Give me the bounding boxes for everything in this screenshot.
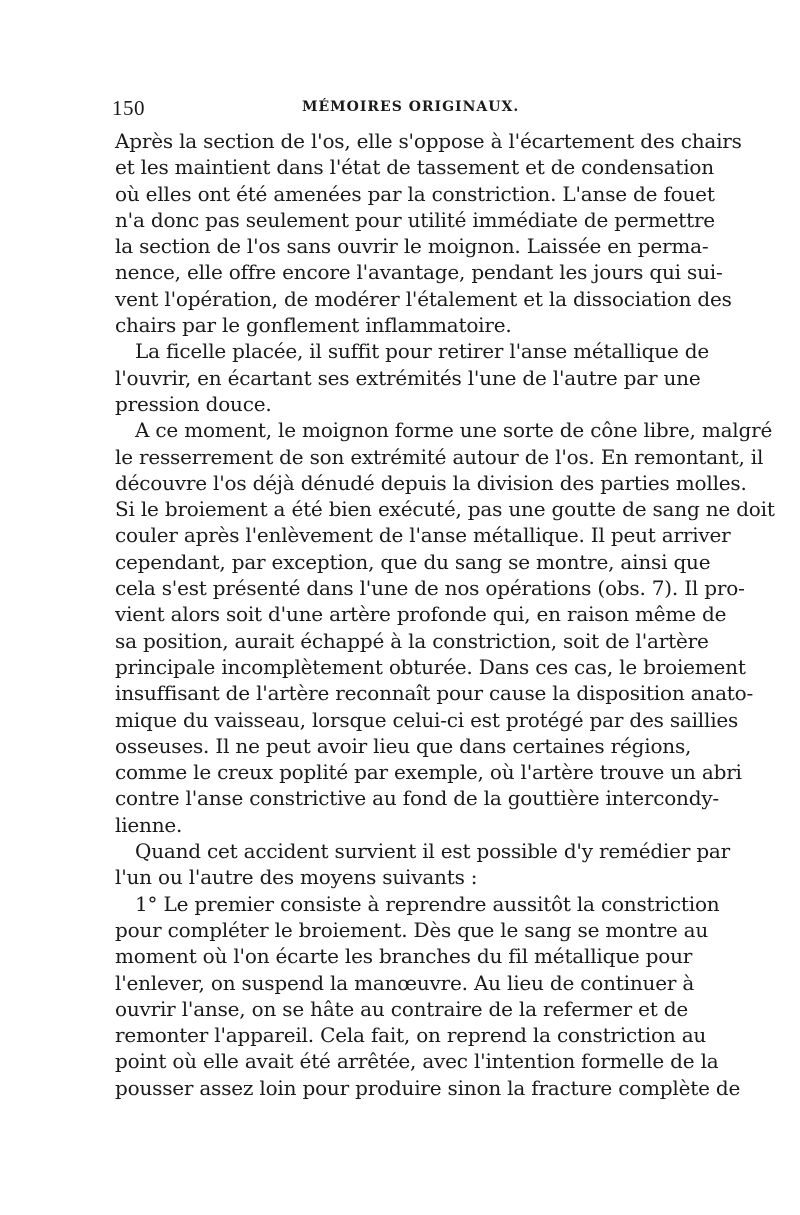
text-line: pression douce. — [115, 391, 272, 416]
text-line: contre l'anse constrictive au fond de la gouttière intercondy- — [115, 786, 719, 811]
text-line: sa position, aurait échappé à la constriction, soit de l'artère — [115, 628, 709, 653]
text-line: n'a donc pas seulement pour utilité immédiate de permettre — [115, 207, 715, 232]
text-line: le resserrement de son extrémité autour de l'os. En remontant, il — [115, 444, 764, 469]
text-line: où elles ont été amenées par la constriction. L'anse de fouet — [115, 181, 715, 206]
text-line: insuffisant de l'artère reconnaît pour cause la disposition anato- — [115, 681, 754, 706]
text-line: remonter l'appareil. Cela fait, on reprend la constriction au — [115, 1023, 707, 1048]
text-line: cela s'est présenté dans l'une de nos opérations (obs. 7). Il pro- — [115, 576, 745, 601]
body-text — [115, 128, 775, 1101]
page-header — [112, 96, 682, 122]
text-line: La ficelle placée, il suffit pour retirer l'anse métallique de — [135, 339, 709, 364]
text-line: vent l'opération, de modérer l'étalement et la dissociation des — [115, 286, 732, 311]
text-line: pour compléter le broiement. Dès que le sang se montre au — [115, 917, 709, 942]
text-line: osseuses. Il ne peut avoir lieu que dans certaines régions, — [115, 733, 692, 758]
text-line: moment où l'on écarte les branches du fil métallique pour — [115, 944, 693, 969]
text-line: point où elle avait été arrêtée, avec l'intention formelle de la — [115, 1049, 719, 1074]
text-line: pousser assez loin pour produire sinon la fracture complète de — [115, 1075, 741, 1100]
text-line: 1° Le premier consiste à reprendre aussitôt la constriction — [135, 891, 720, 916]
running-head: MÉMOIRES ORIGINAUX. — [302, 99, 520, 115]
text-line: et les maintient dans l'état de tassement et de condensation — [115, 155, 714, 180]
text-line: couler après l'enlèvement de l'anse métallique. Il peut arriver — [115, 523, 731, 548]
page-number: 150 — [112, 96, 145, 120]
text-line: nence, elle offre encore l'avantage, pendant les jours qui sui- — [115, 260, 723, 285]
text-line: ouvrir l'anse, on se hâte au contraire de la refermer et de — [115, 996, 688, 1021]
text-line: Si le broiement a été bien exécuté, pas une goutte de sang ne doit — [115, 497, 775, 522]
text-line: cependant, par exception, que du sang se montre, ainsi que — [115, 549, 711, 574]
text-line: vient alors soit d'une artère profonde qui, en raison même de — [115, 602, 727, 627]
text-line: lienne. — [115, 812, 183, 837]
text-line: Après la section de l'os, elle s'oppose à l'écartement des chairs — [115, 129, 742, 153]
text-line: chairs par le gonflement inflammatoire. — [115, 313, 512, 338]
text-line: comme le creux poplité par exemple, où l'artère trouve un abri — [115, 760, 742, 785]
text-line: mique du vaisseau, lorsque celui-ci est protégé par des saillies — [115, 707, 739, 732]
text-line: A ce moment, le moignon forme une sorte de cône libre, malgré — [135, 418, 773, 443]
text-line: l'enlever, on suspend la manœuvre. Au lieu de continuer à — [115, 970, 695, 995]
text-line: découvre l'os déjà dénudé depuis la division des parties molles. — [115, 470, 747, 495]
text-line: la section de l'os sans ouvrir le moignon. Laissée en perma- — [115, 234, 709, 259]
text-line: principale incomplètement obturée. Dans ces cas, le broiement — [115, 654, 746, 679]
text-line: Quand cet accident survient il est possible d'y remédier par — [135, 839, 731, 864]
text-line: l'ouvrir, en écartant ses extrémités l'une de l'autre par une — [115, 365, 701, 390]
text-line: l'un ou l'autre des moyens suivants : — [115, 865, 478, 890]
